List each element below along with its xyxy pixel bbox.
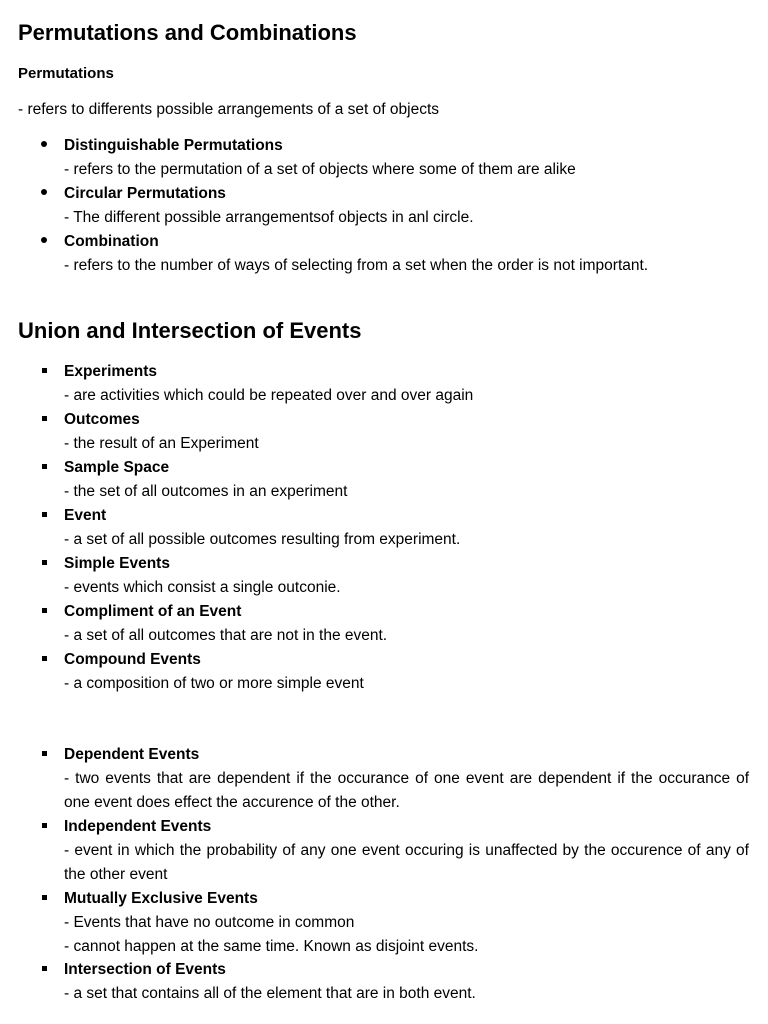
item-description: - are activities which could be repeated over and over again [64,387,474,404]
list-item [64,648,749,696]
item-term: Distinguishable Permutations [64,137,283,154]
list-item [64,815,749,887]
permutations-intro: - refers to differents possible arrangements of a set of objects [18,101,440,118]
list-item [64,600,749,648]
bullet-square-icon [42,512,47,517]
list-item [64,743,749,815]
item-description: - events which consist a single outconie. [64,579,341,596]
bullet-disc-icon [41,141,47,147]
item-term: Combination [64,233,159,250]
item-term: Intersection of Events [64,961,226,978]
list-item [64,887,749,959]
item-term: Independent Events [64,818,212,835]
item-description: - refers to the permutation of a set of objects where some of them are alike [64,161,576,178]
item-description: - Events that have no outcome in common [64,914,355,931]
bullet-square-icon [42,464,47,469]
item-term: Compound Events [64,651,201,668]
list-item [64,182,749,230]
item-description: - The different possible arrangementsof objects in anl circle. [64,209,474,226]
list-item [64,552,749,600]
bullet-square-icon [42,823,47,828]
item-description: - a set that contains all of the element that are in both event. [64,985,476,1002]
item-description: - event in which the probability of any one event occuring is unaffected by the occurence of any of the other event [64,842,749,883]
list-item [64,134,749,182]
item-description: - a set of all possible outcomes resulting from experiment. [64,531,461,548]
item-term: Experiments [64,363,158,380]
item-description: - a set of all outcomes that are not in the event. [64,627,388,644]
bullet-square-icon [42,751,47,756]
item-description: - two events that are dependent if the occurance of one event are dependent if the occurance of one event does effect the accurence of the other. [64,770,749,811]
item-description: - the set of all outcomes in an experiment [64,483,348,500]
item-term: Simple Events [64,555,170,572]
item-term: Dependent Events [64,746,200,763]
item-term: Event [64,507,107,524]
item-term: Compliment of an Event [64,603,242,620]
item-term: Sample Space [64,459,170,476]
bullet-square-icon [42,608,47,613]
list-item [64,504,749,552]
bullet-square-icon [42,895,47,900]
list-item [64,360,749,408]
item-term: Mutually Exclusive Events [64,890,258,907]
bullet-square-icon [42,966,47,971]
item-description: - a composition of two or more simple event [64,675,364,692]
bullet-square-icon [42,416,47,421]
item-term: Circular Permutations [64,185,226,202]
bullet-square-icon [42,368,47,373]
page-title: Permutations and Combinations [18,20,357,45]
item-term: Outcomes [64,411,140,428]
bullet-square-icon [42,656,47,661]
permutations-heading: Permutations [18,65,114,82]
list-item [64,230,749,278]
list-item [64,958,749,1006]
list-item [64,456,749,504]
bullet-square-icon [42,560,47,565]
item-description-second: - cannot happen at the same time. Known as disjoint events. [64,938,479,955]
item-description: - refers to the number of ways of selecting from a set when the order is not important. [64,257,649,274]
bullet-disc-icon [41,189,47,195]
item-description: - the result of an Experiment [64,435,259,452]
list-item [64,408,749,456]
bullet-disc-icon [41,237,47,243]
section-title: Union and Intersection of Events [18,318,362,343]
